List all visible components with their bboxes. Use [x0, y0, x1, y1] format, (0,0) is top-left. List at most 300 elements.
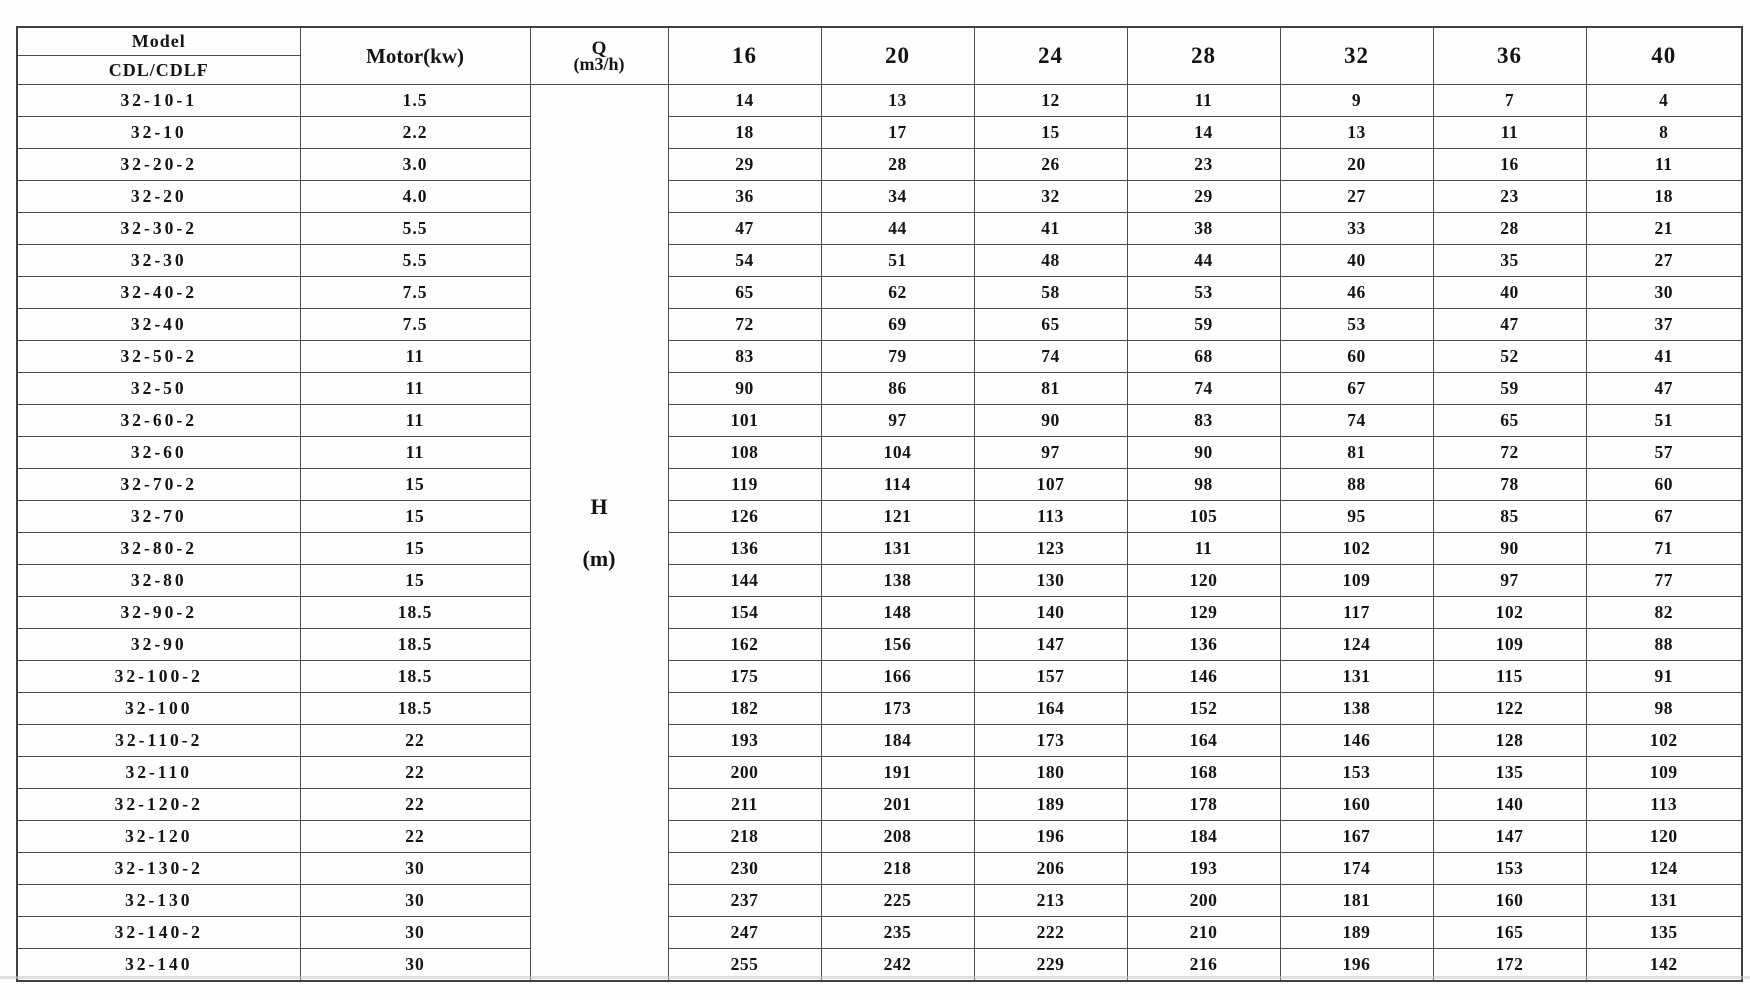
motor-power-cell: 30	[300, 949, 530, 982]
motor-power-cell: 18.5	[300, 661, 530, 693]
motor-power-cell: 18.5	[300, 629, 530, 661]
head-value-cell: 18	[1586, 181, 1742, 213]
head-value-cell: 104	[821, 437, 974, 469]
head-value-cell: 193	[1127, 853, 1280, 885]
head-value-cell: 123	[974, 533, 1127, 565]
table-row	[17, 501, 1742, 533]
model-cell: 32-40	[17, 309, 300, 341]
table-row	[17, 213, 1742, 245]
head-value-cell: 184	[1127, 821, 1280, 853]
head-value-cell: 17	[821, 117, 974, 149]
head-value-cell: 21	[1586, 213, 1742, 245]
model-cell: 32-120	[17, 821, 300, 853]
table-row	[17, 821, 1742, 853]
head-value-cell: 28	[1433, 213, 1586, 245]
head-value-cell: 16	[1433, 149, 1586, 181]
model-cell: 32-130	[17, 885, 300, 917]
head-value-cell: 48	[974, 245, 1127, 277]
model-cell: 32-40-2	[17, 277, 300, 309]
head-value-cell: 47	[1433, 309, 1586, 341]
head-value-cell: 102	[1433, 597, 1586, 629]
head-value-cell: 119	[668, 469, 821, 501]
head-value-cell: 178	[1127, 789, 1280, 821]
scan-artifact-line	[0, 976, 1750, 979]
head-value-cell: 167	[1280, 821, 1433, 853]
head-value-cell: 130	[974, 565, 1127, 597]
head-value-cell: 156	[821, 629, 974, 661]
head-value-cell: 82	[1586, 597, 1742, 629]
head-value-cell: 102	[1280, 533, 1433, 565]
head-value-cell: 81	[1280, 437, 1433, 469]
head-value-cell: 71	[1586, 533, 1742, 565]
table-row	[17, 597, 1742, 629]
head-value-cell: 69	[821, 309, 974, 341]
head-value-cell: 196	[974, 821, 1127, 853]
model-cell: 32-60	[17, 437, 300, 469]
head-value-cell: 23	[1127, 149, 1280, 181]
head-value-cell: 126	[668, 501, 821, 533]
head-value-cell: 109	[1433, 629, 1586, 661]
head-value-cell: 85	[1433, 501, 1586, 533]
head-value-cell: 109	[1586, 757, 1742, 789]
head-value-cell: 11	[1127, 533, 1280, 565]
head-value-cell: 11	[1127, 85, 1280, 117]
head-value-cell: 52	[1433, 341, 1586, 373]
head-value-cell: 210	[1127, 917, 1280, 949]
head-value-cell: 44	[1127, 245, 1280, 277]
head-value-cell: 208	[821, 821, 974, 853]
motor-power-cell: 3.0	[300, 149, 530, 181]
motor-power-cell: 15	[300, 565, 530, 597]
table-row	[17, 789, 1742, 821]
table-row	[17, 885, 1742, 917]
head-value-cell: 88	[1586, 629, 1742, 661]
head-value-cell: 97	[974, 437, 1127, 469]
head-value-cell: 60	[1280, 341, 1433, 373]
motor-power-cell: 22	[300, 821, 530, 853]
head-value-cell: 191	[821, 757, 974, 789]
head-value-cell: 9	[1280, 85, 1433, 117]
head-value-cell: 38	[1127, 213, 1280, 245]
head-value-cell: 153	[1280, 757, 1433, 789]
head-value-cell: 47	[1586, 373, 1742, 405]
head-value-cell: 68	[1127, 341, 1280, 373]
head-value-cell: 189	[1280, 917, 1433, 949]
head-value-cell: 109	[1280, 565, 1433, 597]
head-value-cell: 72	[1433, 437, 1586, 469]
head-value-cell: 27	[1586, 245, 1742, 277]
head-value-cell: 180	[974, 757, 1127, 789]
model-cell: 32-70	[17, 501, 300, 533]
head-value-cell: 135	[1433, 757, 1586, 789]
head-value-cell: 46	[1280, 277, 1433, 309]
head-value-cell: 90	[974, 405, 1127, 437]
head-value-cell: 164	[974, 693, 1127, 725]
head-value-cell: 225	[821, 885, 974, 917]
head-value-cell: 160	[1433, 885, 1586, 917]
head-value-cell: 147	[974, 629, 1127, 661]
model-cell: 32-110	[17, 757, 300, 789]
flow-symbol-label: Q	[591, 38, 607, 59]
model-column-header	[17, 27, 300, 85]
head-value-cell: 222	[974, 917, 1127, 949]
head-value-cell: 216	[1127, 949, 1280, 982]
motor-power-cell: 30	[300, 885, 530, 917]
head-value-cell: 157	[974, 661, 1127, 693]
head-value-cell: 74	[1127, 373, 1280, 405]
head-value-cell: 175	[668, 661, 821, 693]
model-cell: 32-10	[17, 117, 300, 149]
table-body	[17, 85, 1742, 982]
flow-column-header: 40	[1586, 27, 1742, 85]
head-value-cell: 128	[1433, 725, 1586, 757]
motor-power-cell: 4.0	[300, 181, 530, 213]
head-value-cell: 213	[974, 885, 1127, 917]
head-value-cell: 40	[1280, 245, 1433, 277]
head-value-cell: 29	[668, 149, 821, 181]
table-row	[17, 661, 1742, 693]
head-value-cell: 86	[821, 373, 974, 405]
head-value-cell: 14	[1127, 117, 1280, 149]
head-unit-label: (m)	[582, 545, 616, 571]
motor-power-cell: 15	[300, 533, 530, 565]
head-value-cell: 78	[1433, 469, 1586, 501]
motor-power-cell: 5.5	[300, 245, 530, 277]
head-value-cell: 230	[668, 853, 821, 885]
model-cell: 32-90-2	[17, 597, 300, 629]
flow-column-header: 16	[668, 27, 821, 85]
motor-power-cell: 22	[300, 725, 530, 757]
head-value-cell: 160	[1280, 789, 1433, 821]
head-value-cell: 65	[974, 309, 1127, 341]
head-value-cell: 97	[821, 405, 974, 437]
head-value-cell: 83	[1127, 405, 1280, 437]
flow-column-header: 32	[1280, 27, 1433, 85]
head-value-cell: 131	[1586, 885, 1742, 917]
model-cell: 32-120-2	[17, 789, 300, 821]
head-value-cell: 152	[1127, 693, 1280, 725]
head-value-cell: 90	[1433, 533, 1586, 565]
head-value-cell: 98	[1127, 469, 1280, 501]
model-cell: 32-30-2	[17, 213, 300, 245]
head-value-cell: 65	[668, 277, 821, 309]
motor-power-cell: 22	[300, 757, 530, 789]
head-value-cell: 184	[821, 725, 974, 757]
head-value-cell: 117	[1280, 597, 1433, 629]
motor-power-cell: 11	[300, 437, 530, 469]
model-cell: 32-50-2	[17, 341, 300, 373]
motor-power-cell: 22	[300, 789, 530, 821]
head-value-cell: 113	[974, 501, 1127, 533]
head-value-cell: 30	[1586, 277, 1742, 309]
head-value-cell: 74	[974, 341, 1127, 373]
motor-power-cell: 2.2	[300, 117, 530, 149]
model-cell: 32-80	[17, 565, 300, 597]
head-value-cell: 200	[668, 757, 821, 789]
head-value-cell: 51	[821, 245, 974, 277]
head-value-cell: 200	[1127, 885, 1280, 917]
head-value-cell: 28	[821, 149, 974, 181]
head-value-cell: 53	[1280, 309, 1433, 341]
head-value-cell: 108	[668, 437, 821, 469]
motor-power-cell: 5.5	[300, 213, 530, 245]
head-value-cell: 138	[821, 565, 974, 597]
head-value-cell: 136	[1127, 629, 1280, 661]
motor-power-cell: 30	[300, 917, 530, 949]
head-value-cell: 172	[1433, 949, 1586, 982]
head-value-cell: 13	[821, 85, 974, 117]
motor-power-cell: 15	[300, 469, 530, 501]
head-value-cell: 135	[1586, 917, 1742, 949]
head-value-cell: 77	[1586, 565, 1742, 597]
head-value-cell: 120	[1586, 821, 1742, 853]
head-value-cell: 247	[668, 917, 821, 949]
head-value-cell: 168	[1127, 757, 1280, 789]
head-value-cell: 166	[821, 661, 974, 693]
head-value-cell: 162	[668, 629, 821, 661]
pump-spec-table	[16, 26, 1743, 982]
head-value-cell: 59	[1127, 309, 1280, 341]
head-value-cell: 59	[1433, 373, 1586, 405]
head-value-cell: 218	[668, 821, 821, 853]
head-value-cell: 255	[668, 949, 821, 982]
model-cell: 32-140-2	[17, 917, 300, 949]
head-value-cell: 147	[1433, 821, 1586, 853]
table-row	[17, 309, 1742, 341]
head-value-cell: 196	[1280, 949, 1433, 982]
table-row	[17, 533, 1742, 565]
head-value-cell: 88	[1280, 469, 1433, 501]
table-row	[17, 565, 1742, 597]
head-value-cell: 81	[974, 373, 1127, 405]
head-value-cell: 47	[668, 213, 821, 245]
head-value-cell: 129	[1127, 597, 1280, 629]
head-value-cell: 91	[1586, 661, 1742, 693]
header-row	[17, 27, 1742, 85]
head-value-cell: 79	[821, 341, 974, 373]
head-value-cell: 65	[1433, 405, 1586, 437]
head-value-cell: 235	[821, 917, 974, 949]
model-cell: 32-80-2	[17, 533, 300, 565]
table-row	[17, 693, 1742, 725]
head-value-cell: 72	[668, 309, 821, 341]
table-row	[17, 341, 1742, 373]
flow-unit-header	[530, 27, 668, 85]
motor-column-header: Motor(kw)	[300, 27, 530, 85]
head-value-cell: 218	[821, 853, 974, 885]
head-value-cell: 98	[1586, 693, 1742, 725]
head-value-cell: 193	[668, 725, 821, 757]
head-value-cell: 35	[1433, 245, 1586, 277]
model-cell: 32-50	[17, 373, 300, 405]
head-value-cell: 53	[1127, 277, 1280, 309]
head-value-cell: 60	[1586, 469, 1742, 501]
head-value-cell: 206	[974, 853, 1127, 885]
head-value-cell: 174	[1280, 853, 1433, 885]
head-value-cell: 107	[974, 469, 1127, 501]
table-row	[17, 469, 1742, 501]
head-value-cell: 181	[1280, 885, 1433, 917]
head-value-cell: 62	[821, 277, 974, 309]
table-row	[17, 149, 1742, 181]
head-value-cell: 97	[1433, 565, 1586, 597]
head-value-cell: 242	[821, 949, 974, 982]
head-value-cell: 121	[821, 501, 974, 533]
head-value-cell: 74	[1280, 405, 1433, 437]
head-value-cell: 26	[974, 149, 1127, 181]
table-row	[17, 725, 1742, 757]
table-row	[17, 757, 1742, 789]
head-value-cell: 114	[821, 469, 974, 501]
table-row	[17, 853, 1742, 885]
head-value-cell: 113	[1586, 789, 1742, 821]
head-value-cell: 165	[1433, 917, 1586, 949]
head-value-cell: 44	[821, 213, 974, 245]
motor-power-cell: 11	[300, 341, 530, 373]
head-value-cell: 90	[1127, 437, 1280, 469]
series-header-label: CDL/CDLF	[108, 60, 209, 80]
head-value-cell: 105	[1127, 501, 1280, 533]
flow-unit-label: (m3/h)	[573, 54, 625, 74]
table-row	[17, 405, 1742, 437]
head-value-cell: 36	[668, 181, 821, 213]
head-value-cell: 27	[1280, 181, 1433, 213]
model-cell: 32-100	[17, 693, 300, 725]
head-value-cell: 12	[974, 85, 1127, 117]
head-value-cell: 146	[1280, 725, 1433, 757]
head-value-cell: 20	[1280, 149, 1433, 181]
head-value-cell: 138	[1280, 693, 1433, 725]
head-value-cell: 136	[668, 533, 821, 565]
head-value-cell: 101	[668, 405, 821, 437]
head-value-cell: 140	[974, 597, 1127, 629]
head-value-cell: 237	[668, 885, 821, 917]
head-value-cell: 15	[974, 117, 1127, 149]
head-value-cell: 229	[974, 949, 1127, 982]
model-cell: 32-20-2	[17, 149, 300, 181]
head-value-cell: 140	[1433, 789, 1586, 821]
head-value-cell: 18	[668, 117, 821, 149]
flow-column-header: 28	[1127, 27, 1280, 85]
head-value-cell: 14	[668, 85, 821, 117]
motor-power-cell: 11	[300, 405, 530, 437]
head-value-cell: 23	[1433, 181, 1586, 213]
model-cell: 32-110-2	[17, 725, 300, 757]
head-value-cell: 131	[1280, 661, 1433, 693]
head-value-cell: 67	[1586, 501, 1742, 533]
head-value-cell: 173	[974, 725, 1127, 757]
head-value-cell: 102	[1586, 725, 1742, 757]
table-row	[17, 245, 1742, 277]
head-value-cell: 13	[1280, 117, 1433, 149]
head-value-cell: 173	[821, 693, 974, 725]
motor-power-cell: 11	[300, 373, 530, 405]
head-value-cell: 164	[1127, 725, 1280, 757]
flow-column-header: 36	[1433, 27, 1586, 85]
head-value-cell: 83	[668, 341, 821, 373]
head-value-cell: 131	[821, 533, 974, 565]
table-row	[17, 373, 1742, 405]
head-value-cell: 4	[1586, 85, 1742, 117]
head-value-cell: 182	[668, 693, 821, 725]
head-value-cell: 54	[668, 245, 821, 277]
head-value-cell: 32	[974, 181, 1127, 213]
head-value-cell: 34	[821, 181, 974, 213]
model-cell: 32-60-2	[17, 405, 300, 437]
head-value-cell: 7	[1433, 85, 1586, 117]
head-value-cell: 95	[1280, 501, 1433, 533]
table-row	[17, 117, 1742, 149]
motor-power-cell: 1.5	[300, 85, 530, 117]
model-cell: 32-70-2	[17, 469, 300, 501]
head-value-cell: 58	[974, 277, 1127, 309]
head-symbol-label: H	[590, 493, 608, 519]
head-value-cell: 40	[1433, 277, 1586, 309]
head-value-cell: 142	[1586, 949, 1742, 982]
head-value-cell: 144	[668, 565, 821, 597]
head-unit-merged-cell	[530, 85, 668, 982]
head-value-cell: 148	[821, 597, 974, 629]
table-row	[17, 917, 1742, 949]
flow-column-header: 20	[821, 27, 974, 85]
motor-power-cell: 7.5	[300, 309, 530, 341]
head-value-cell: 124	[1280, 629, 1433, 661]
flow-column-header: 24	[974, 27, 1127, 85]
model-header-label: Model	[18, 28, 300, 56]
table-row	[17, 437, 1742, 469]
head-value-cell: 124	[1586, 853, 1742, 885]
motor-power-cell: 18.5	[300, 693, 530, 725]
head-value-cell: 120	[1127, 565, 1280, 597]
model-cell: 32-30	[17, 245, 300, 277]
head-value-cell: 153	[1433, 853, 1586, 885]
model-cell: 32-10-1	[17, 85, 300, 117]
head-value-cell: 122	[1433, 693, 1586, 725]
head-value-cell: 57	[1586, 437, 1742, 469]
head-value-cell: 115	[1433, 661, 1586, 693]
model-cell: 32-140	[17, 949, 300, 982]
head-value-cell: 51	[1586, 405, 1742, 437]
head-value-cell: 11	[1586, 149, 1742, 181]
head-value-cell: 67	[1280, 373, 1433, 405]
head-value-cell: 8	[1586, 117, 1742, 149]
head-value-cell: 154	[668, 597, 821, 629]
head-value-cell: 90	[668, 373, 821, 405]
model-cell: 32-90	[17, 629, 300, 661]
head-value-cell: 33	[1280, 213, 1433, 245]
motor-power-cell: 15	[300, 501, 530, 533]
head-value-cell: 11	[1433, 117, 1586, 149]
motor-power-cell: 30	[300, 853, 530, 885]
head-value-cell: 37	[1586, 309, 1742, 341]
head-value-cell: 41	[1586, 341, 1742, 373]
model-cell: 32-130-2	[17, 853, 300, 885]
table-row	[17, 277, 1742, 309]
head-value-cell: 201	[821, 789, 974, 821]
motor-power-cell: 18.5	[300, 597, 530, 629]
table-row	[17, 629, 1742, 661]
table-row	[17, 181, 1742, 213]
head-value-cell: 211	[668, 789, 821, 821]
model-cell: 32-20	[17, 181, 300, 213]
model-cell: 32-100-2	[17, 661, 300, 693]
head-value-cell: 189	[974, 789, 1127, 821]
head-value-cell: 146	[1127, 661, 1280, 693]
head-value-cell: 29	[1127, 181, 1280, 213]
table-row	[17, 85, 1742, 117]
motor-power-cell: 7.5	[300, 277, 530, 309]
head-value-cell: 41	[974, 213, 1127, 245]
